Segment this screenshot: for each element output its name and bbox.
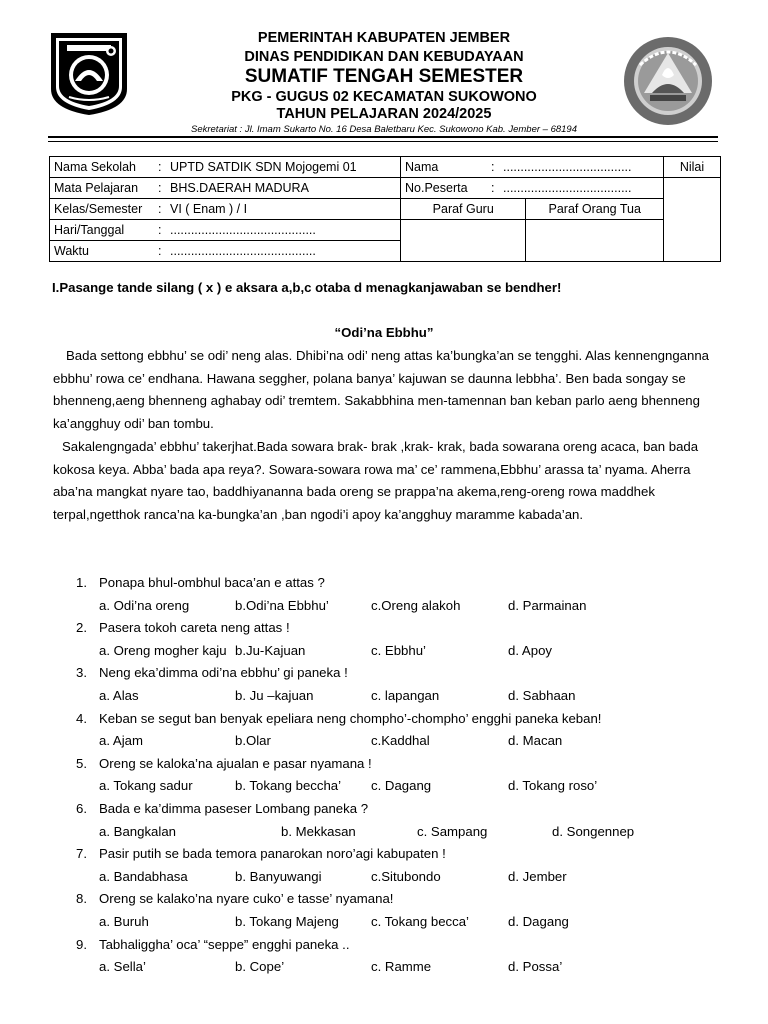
- story-title: “Odi’na Ebbhu”: [334, 325, 434, 340]
- student-name-field[interactable]: .....................................: [503, 160, 632, 174]
- question-item: [76, 843, 716, 866]
- answer-option[interactable]: b. Tokang Majeng: [235, 913, 339, 929]
- student-name-cell[interactable]: Nama : .....................................: [401, 157, 664, 178]
- answer-option[interactable]: a. Ajam: [99, 733, 143, 749]
- answer-options: [76, 730, 716, 753]
- section-instruction: I.Pasange tande silang ( x ) e aksara a,b,c otaba d menagkanjawaban se bendher!: [52, 280, 562, 295]
- answer-option[interactable]: d. Possa’: [508, 959, 563, 975]
- question-text: Keban se segut ban benyak epeliara neng chompho’-chompho’ engghi paneka keban!: [99, 710, 602, 726]
- tut-wuri-handayani-emblem-icon: [622, 35, 714, 127]
- answer-option[interactable]: b.Odi’na Ebbhu’: [235, 597, 329, 613]
- score-box[interactable]: [664, 178, 721, 262]
- answer-option[interactable]: c. Ramme: [371, 959, 432, 975]
- header-line-school-year: TAHUN PELAJARAN 2024/2025: [276, 106, 492, 122]
- subject-value: BHS.DAERAH MADURA: [170, 181, 309, 195]
- question-number: 3.: [76, 665, 87, 681]
- header-address: Sekretariat : Jl. Imam Sukarto No. 16 Desa Baletbaru Kec. Sukowono Kab. Jember – 68194: [190, 124, 577, 135]
- question-number: 1.: [76, 575, 87, 590]
- answer-option[interactable]: d. Jember: [508, 868, 567, 884]
- header-line-department: DINAS PENDIDIKAN DAN KEBUDAYAAN: [244, 49, 524, 65]
- answer-option[interactable]: b.Olar: [235, 733, 271, 749]
- answer-option[interactable]: a. Oreng mogher kaju: [99, 642, 227, 658]
- answer-options: [76, 640, 716, 663]
- question-text: Pasir putih se bada temora panarokan noro’agi kabupaten !: [99, 846, 446, 862]
- question-item: [76, 572, 716, 595]
- question-text: Pasera tokoh careta neng attas !: [99, 620, 290, 636]
- answer-option[interactable]: b.Ju-Kajuan: [235, 642, 306, 658]
- parent-signature-label: Paraf Orang Tua: [526, 199, 664, 220]
- question-item: [76, 888, 716, 911]
- question-number: 6.: [76, 800, 87, 816]
- answer-option[interactable]: c. Sampang: [417, 823, 488, 839]
- answer-option[interactable]: c. Dagang: [371, 778, 432, 794]
- answer-option[interactable]: d. Songennep: [552, 823, 635, 839]
- header-line-government: PEMERINTAH KABUPATEN JEMBER: [257, 30, 511, 46]
- answer-option[interactable]: b. Tokang beccha’: [235, 778, 342, 794]
- question-text: Neng eka’dimma odi’na ebbhu’ gi paneka !: [99, 665, 348, 681]
- answer-option[interactable]: a. Bandabhasa: [99, 868, 188, 884]
- class-semester-cell: Kelas/Semester : VI ( Enam ) / I: [50, 199, 401, 220]
- answer-option[interactable]: a. Tokang sadur: [99, 778, 193, 794]
- story-paragraph-2: Sakalengngada’ ebbhu’ takerjhat.Bada sowara brak- brak ,krak- krak, bada sowarana oreng acaca, ban bada kokosa keya. Abba’ bada apa reya?. Sowara-sowara rowa ma’ ce’ rammena,Ebbhu’ arassa ta’ nyama. Aherra aba’na mangkat nyare tao, baddhiyananna bada oreng se prappa’na akema,reng-oreng rowa maddhek terpal,ngetthok ranca’na ka-bungka’an ,ban ngodi’i apoy ka’angghuy maramme kabada’an.: [53, 438, 699, 522]
- question-number: 9.: [76, 936, 87, 952]
- subject-cell: Mata Pelajaran : BHS.DAERAH MADURA: [50, 178, 401, 199]
- answer-option[interactable]: c.Situbondo: [371, 868, 441, 884]
- answer-option[interactable]: d. Apoy: [508, 642, 552, 658]
- answer-option[interactable]: b. Cope’: [235, 959, 285, 975]
- question-text: Oreng se kaloka’na ajualan e pasar nyamana !: [99, 755, 372, 771]
- answer-options: [76, 956, 716, 979]
- question-text: Oreng se kalako’na nyare cuko’ e tasse’ nyamana!: [99, 891, 394, 907]
- answer-option[interactable]: b. Mekkasan: [281, 823, 356, 839]
- date-field[interactable]: ..........................................: [170, 223, 316, 237]
- answer-option[interactable]: c.Oreng alakoh: [371, 597, 461, 613]
- answer-option[interactable]: a. Bangkalan: [99, 823, 176, 839]
- teacher-signature-box[interactable]: [401, 220, 526, 262]
- answer-options: [76, 911, 716, 934]
- question-list: [76, 572, 716, 979]
- class-semester-value: VI ( Enam ) / I: [170, 202, 248, 216]
- answer-option[interactable]: c. Tokang becca’: [371, 913, 469, 929]
- story-paragraph-1: Bada settong ebbhu’ se odi’ neng alas. Dhibi’na odi’ neng attas ka’bungka’an se tengghi. Alas kennengnganna ebbhu’ rowa ce’ endhana. Hawana seggher, polana banya’ kajuwan se daunna lebbha’. Ben bada songay se bhenneng,aeng bhenneng aghabay odi’ tremtem. Sakabbhina men-tamennan ban keban parlo aeng bhenneng ka’angghuy odi’ ban tombu.: [53, 348, 710, 432]
- question-number: 7.: [76, 846, 87, 862]
- question-text: Bada e ka’dimma paseser Lombang paneka ?: [99, 800, 369, 816]
- answer-option[interactable]: b. Banyuwangi: [235, 868, 322, 884]
- letterhead: [0, 0, 768, 140]
- question-item: [76, 934, 716, 957]
- question-item: [76, 708, 716, 731]
- score-label: Nilai: [664, 157, 721, 178]
- time-field[interactable]: ..........................................: [170, 244, 316, 258]
- header-line-cluster: PKG - GUGUS 02 KECAMATAN SUKOWONO: [231, 89, 537, 105]
- school-name-cell: Nama Sekolah : UPTD SATDIK SDN Mojogemi 01: [50, 157, 401, 178]
- answer-option[interactable]: a. Buruh: [99, 913, 149, 929]
- answer-option[interactable]: b. Ju –kajuan: [235, 687, 314, 703]
- participant-number-field[interactable]: .....................................: [503, 181, 632, 195]
- answer-option[interactable]: d. Parmainan: [508, 597, 587, 613]
- answer-option[interactable]: d. Dagang: [508, 913, 569, 929]
- time-cell[interactable]: Waktu : ..........................................: [50, 241, 401, 262]
- answer-option[interactable]: c.Kaddhal: [371, 733, 430, 749]
- date-cell[interactable]: Hari/Tanggal : ..........................................: [50, 220, 401, 241]
- parent-signature-box[interactable]: [526, 220, 664, 262]
- question-item: [76, 617, 716, 640]
- answer-option[interactable]: a. Alas: [99, 687, 139, 703]
- answer-option[interactable]: a. Odi’na oreng: [99, 597, 190, 613]
- school-name-value: UPTD SATDIK SDN Mojogemi 01: [170, 160, 357, 174]
- answer-option[interactable]: c. Ebbhu’: [371, 642, 426, 658]
- question-number: 5.: [76, 755, 87, 771]
- header-line-exam-title: SUMATIF TENGAH SEMESTER: [244, 66, 524, 87]
- question-item: [76, 662, 716, 685]
- story-text: [53, 345, 721, 527]
- question-text: Tabhaliggha’ oca’ “seppe” engghi paneka ..: [99, 936, 350, 952]
- answer-option[interactable]: c. lapangan: [371, 687, 440, 703]
- participant-number-cell[interactable]: No.Peserta : .....................................: [401, 178, 664, 199]
- answer-option[interactable]: d. Sabhaan: [508, 687, 576, 703]
- question-item: [76, 753, 716, 776]
- header-rule-thick: [48, 136, 718, 138]
- question-number: 2.: [76, 620, 87, 636]
- answer-option[interactable]: a. Sella’: [99, 959, 146, 975]
- teacher-signature-label: Paraf Guru: [401, 199, 526, 220]
- student-info-table: [49, 156, 721, 262]
- answer-options: [76, 821, 716, 844]
- question-item: [76, 798, 716, 821]
- answer-option[interactable]: d. Tokang roso’: [508, 778, 598, 794]
- answer-options: [76, 866, 716, 889]
- header-rule-thin: [48, 141, 718, 142]
- kabupaten-jember-emblem-icon: [49, 31, 129, 117]
- question-number: 4.: [76, 710, 87, 726]
- answer-options: [76, 595, 716, 618]
- question-number: 8.: [76, 891, 87, 907]
- answer-options: [76, 685, 716, 708]
- question-text: Ponapa bhul-ombhul baca’an e attas ?: [99, 575, 325, 590]
- answer-options: [76, 775, 716, 798]
- answer-option[interactable]: d. Macan: [508, 733, 563, 749]
